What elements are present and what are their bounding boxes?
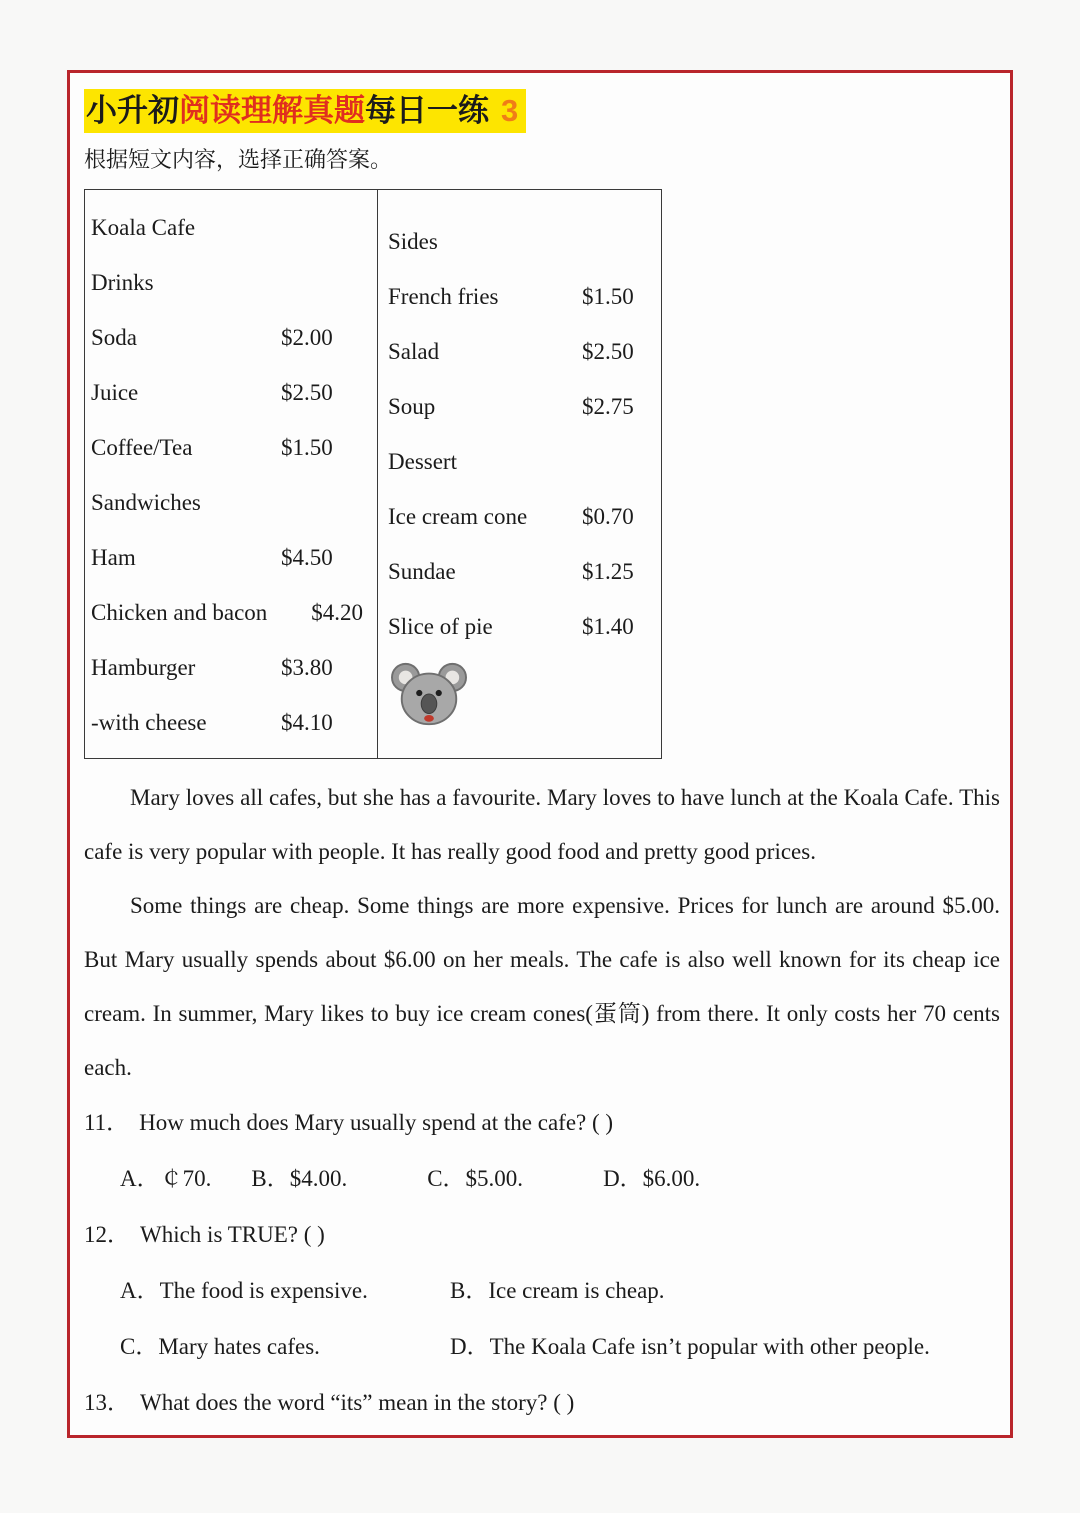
menu-item-name: Coffee/Tea (91, 435, 193, 460)
question-11-options (84, 1151, 1000, 1207)
menu-item-price: $4.20 (311, 600, 364, 625)
menu-item-price (237, 255, 281, 310)
menu-item-name: Sandwiches (91, 490, 201, 515)
menu-item-price: $1.50 (281, 435, 333, 460)
question-12-option-c: C．Mary hates cafes. (120, 1334, 320, 1359)
menu-row (91, 310, 371, 365)
passage-paragraph-1: Mary loves all cafes, but she has a favourite. Mary loves to have lunch at the Koala Cafe. This cafe is very popular with people. It has really good food and pretty good prices. (84, 785, 1000, 864)
title-highlight-text: 阅读理解真题 (179, 93, 365, 128)
menu-row (388, 489, 655, 544)
koala-icon (390, 658, 655, 738)
menu-item-name: Hamburger (91, 655, 196, 680)
question-12-option-a: A．The food is expensive. (120, 1278, 368, 1303)
question-11-option-d: D．$6.00. (603, 1166, 701, 1191)
question-11-option-c: C．$5.00. (427, 1166, 524, 1191)
menu-item-price (538, 434, 582, 489)
passage-paragraph-2: Some things are cheap. Some things are more expensive. Prices for lunch are around $5.00. But Mary usually spends about $6.00 on her meals. The cafe is also well known for its cheap ice cream. In summer, Mary likes to buy ice cream cones(蛋筒) from there. It only costs her 70 cents each. (84, 893, 1000, 1080)
question-13 (84, 1375, 1000, 1431)
question-12-option-b: B．Ice cream is cheap. (450, 1278, 665, 1303)
menu-row (91, 365, 371, 420)
menu-item-price: $0.70 (582, 504, 634, 529)
menu-item-price (237, 475, 281, 530)
page-title (84, 89, 526, 133)
question-13-text: What does the word “its” mean in the story? ( ) (140, 1390, 575, 1415)
question-12-number: 12． (84, 1222, 130, 1247)
menu-item-name: Salad (388, 339, 440, 364)
menu-item-price (237, 200, 281, 255)
menu-item-name: Juice (91, 380, 139, 405)
question-11-number: 11． (84, 1110, 130, 1135)
menu-row (91, 255, 371, 310)
title-number: 3 (501, 93, 519, 128)
menu-item-name: Ham (91, 545, 136, 570)
menu-column-right (378, 190, 661, 758)
question-12-option-d: D．The Koala Cafe isn’t popular with other people. (450, 1334, 930, 1359)
question-11 (84, 1095, 1000, 1151)
menu-item-price: $2.00 (281, 325, 333, 350)
menu-item-name: Chicken and bacon (91, 600, 268, 625)
question-12 (84, 1207, 1000, 1263)
menu-item-name: Slice of pie (388, 614, 493, 639)
menu-row (388, 599, 655, 654)
menu-row (388, 434, 655, 489)
menu-item-price: $4.10 (281, 710, 333, 735)
question-13-number: 13． (84, 1390, 130, 1415)
question-11-text: How much does Mary usually spend at the cafe? ( ) (139, 1110, 614, 1135)
menu-row (91, 475, 371, 530)
question-12-text: Which is TRUE? ( ) (140, 1222, 325, 1247)
menu-item-name: Soup (388, 394, 436, 419)
question-11-option-a: A．￠70. (120, 1166, 212, 1191)
instruction-text: 根据短文内容，选择正确答案。 (84, 147, 393, 172)
menu-item-name: Sides (388, 229, 438, 254)
menu-item-price: $1.50 (582, 284, 634, 309)
menu-row (388, 269, 655, 324)
title-suffix: 每日一练 (365, 93, 489, 128)
menu-item-price: $2.50 (582, 339, 634, 364)
title-prefix: 小升初 (86, 93, 179, 128)
menu-row (91, 420, 371, 475)
menu-row (91, 695, 371, 750)
menu-table (84, 189, 662, 759)
menu-item-price: $2.75 (582, 394, 634, 419)
menu-row (91, 530, 371, 585)
question-11-option-b: B．$4.00. (251, 1166, 348, 1191)
menu-item-name: -with cheese (91, 710, 207, 735)
menu-column-left (85, 190, 378, 758)
menu-item-price (538, 214, 582, 269)
menu-item-name: Dessert (388, 449, 457, 474)
menu-row (91, 585, 371, 640)
menu-item-price: $2.50 (281, 380, 333, 405)
menu-item-price: $3.80 (281, 655, 333, 680)
menu-row (91, 200, 371, 255)
worksheet-frame (67, 70, 1013, 1438)
menu-item-name: Koala Cafe (91, 215, 196, 240)
menu-item-name: Drinks (91, 270, 154, 295)
menu-item-price: $4.50 (281, 545, 333, 570)
question-12-options (84, 1263, 1000, 1375)
menu-item-price: $1.40 (582, 614, 634, 639)
menu-item-name: Ice cream cone (388, 504, 528, 529)
menu-item-name: French fries (388, 284, 499, 309)
menu-row (388, 379, 655, 434)
menu-item-name: Soda (91, 325, 137, 350)
menu-item-price: $1.25 (582, 559, 634, 584)
menu-row (91, 640, 371, 695)
menu-row (388, 214, 655, 269)
menu-row (388, 324, 655, 379)
menu-row (388, 544, 655, 599)
menu-item-name: Sundae (388, 559, 456, 584)
